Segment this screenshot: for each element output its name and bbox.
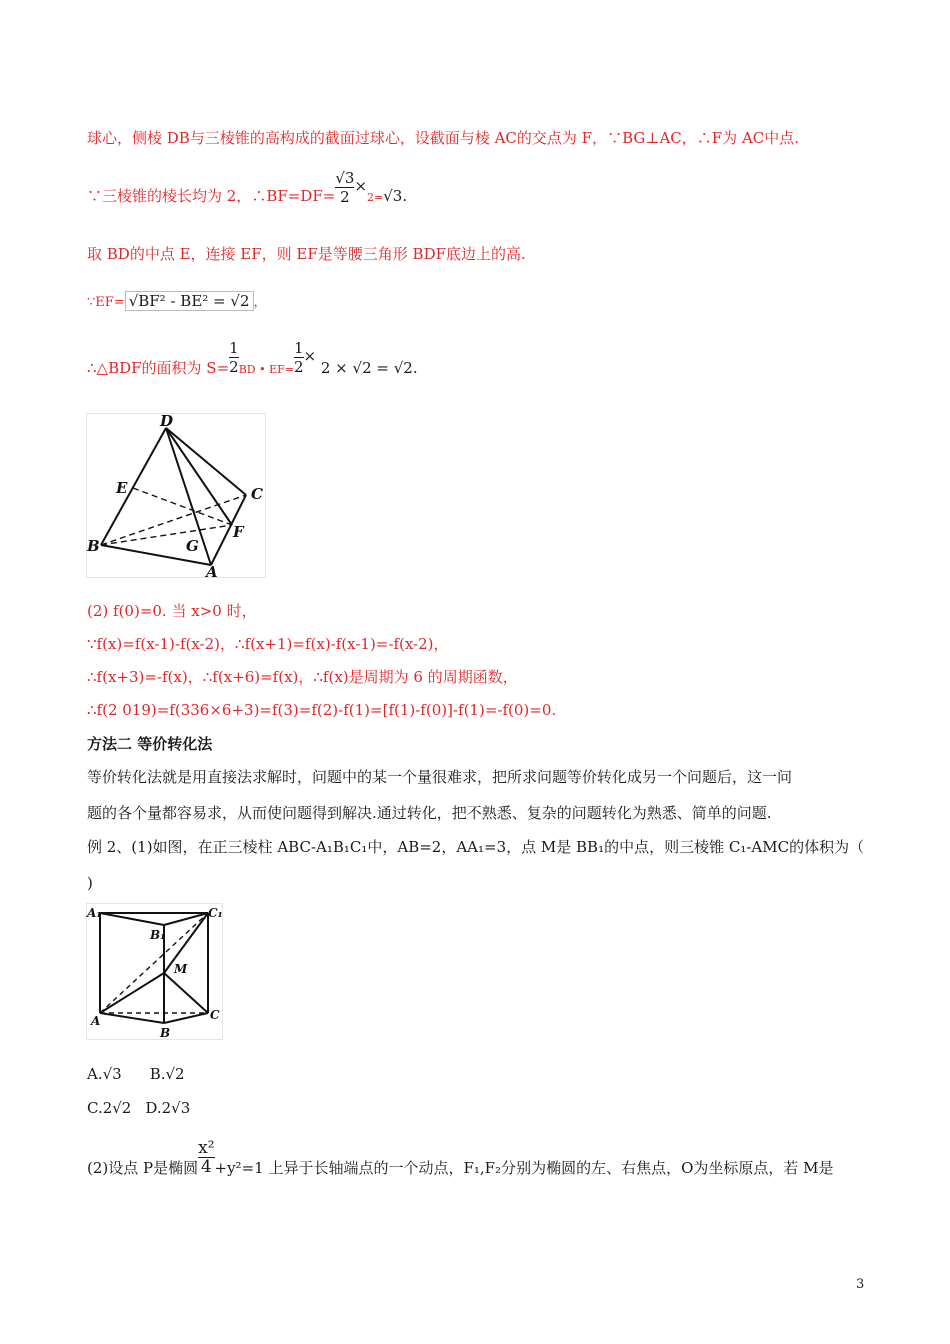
example2-close-paren: ) bbox=[87, 874, 93, 892]
solution-line-1: 球心，侧棱 DB与三棱锥的高构成的截面过球心，设截面与棱 AC的交点为 F，∵BG⊥AC，∴F为 AC中点. bbox=[87, 129, 800, 147]
q2-post: +y²=1 上异于长轴端点的一个动点，F₁,F₂分别为椭圆的左、右焦点，O为坐标原点，若 M是 bbox=[214, 1159, 834, 1177]
method2-heading: 方法二 等价转化法 bbox=[87, 735, 213, 753]
page-number: 3 bbox=[856, 1277, 865, 1292]
tetrahedron-figure bbox=[86, 413, 266, 578]
label-E: E bbox=[116, 479, 128, 497]
l2-frac-num: √3 bbox=[335, 168, 355, 187]
solution-line-3: 取 BD的中点 E，连接 EF，则 EF是等腰三角形 BDF底边上的高. bbox=[87, 245, 526, 263]
label-C: C bbox=[210, 1008, 220, 1022]
method2-paragraph-2: 题的各个量都容易求，从而使问题得到解决.通过转化，把不熟悉、复杂的问题转化为熟悉、简单的问题. bbox=[87, 804, 772, 822]
l4-post: ， bbox=[253, 295, 267, 310]
label-C: C bbox=[251, 485, 263, 503]
label-A: A bbox=[91, 1014, 101, 1028]
option-a: A.√3 bbox=[87, 1065, 122, 1083]
l2-post: 2= bbox=[367, 191, 384, 204]
l2-result: √3. bbox=[383, 187, 408, 205]
l4-pre: ∵EF= bbox=[87, 295, 125, 310]
part2-line-4: ∴f(2 019)=f(336×6+3)=f(3)=f(2)-f(1)=[f(1)-f(0)]-f(1)=-f(0)=0. bbox=[87, 701, 557, 719]
l5-times: × bbox=[303, 347, 317, 365]
q2-fraction bbox=[198, 1139, 214, 1176]
l5-fraction-2 bbox=[294, 339, 304, 376]
l4-expression: √BF² - BE² = √2 bbox=[125, 291, 254, 311]
option-d: D.2√3 bbox=[145, 1099, 191, 1117]
prism-figure bbox=[86, 903, 226, 1041]
part2-line-1: (2) f(0)=0. 当 x>0 时， bbox=[87, 602, 257, 620]
l2-pre: ∵三棱锥的棱长均为 2，∴BF=DF= bbox=[87, 187, 336, 205]
q2-pre: (2)设点 P是椭圆 bbox=[87, 1159, 199, 1177]
label-G: G bbox=[186, 537, 199, 555]
label-F: F bbox=[233, 523, 244, 541]
label-M: M bbox=[174, 962, 188, 976]
option-b: B.√2 bbox=[149, 1065, 185, 1083]
label-D: D bbox=[160, 413, 174, 430]
label-C1: C₁ bbox=[208, 906, 223, 920]
option-row-1 bbox=[87, 1063, 185, 1085]
q2-frac-num: x² bbox=[198, 1137, 215, 1158]
solution-line-4 bbox=[87, 290, 267, 314]
solution-line-5 bbox=[87, 338, 418, 396]
l2-fraction bbox=[335, 169, 354, 206]
example2-question: 例 2、(1)如图，在正三棱柱 ABC-A₁B₁C₁中，AB=2，AA₁=3，点 M是 BB₁的中点，则三棱锥 C₁-AMC的体积为（ bbox=[87, 838, 865, 856]
q2-frac-den: 4 bbox=[198, 1157, 214, 1176]
solution-line-2 bbox=[87, 168, 408, 218]
option-c: C.2√2 bbox=[87, 1099, 132, 1117]
label-B: B bbox=[160, 1026, 171, 1040]
option-row-2 bbox=[87, 1097, 190, 1119]
method2-paragraph-1: 等价转化法就是用直接法求解时，问题中的某一个量很难求，把所求问题等价转化成另一个问题后，这一问 bbox=[87, 768, 793, 786]
l5-tail: 2 × √2 = √2. bbox=[320, 359, 418, 377]
l5-frac2-num: 1 bbox=[293, 338, 304, 357]
label-B: B bbox=[87, 537, 100, 555]
l5-frac2-den: 2 bbox=[293, 357, 304, 376]
part2-line-3: ∴f(x+3)=-f(x)，∴f(x+6)=f(x)，∴f(x)是周期为 6 的周期函数， bbox=[87, 668, 518, 686]
label-A: A bbox=[206, 563, 218, 578]
l2-frac-den: 2 bbox=[335, 187, 354, 206]
label-B1: B₁ bbox=[150, 928, 166, 942]
l5-fraction-1 bbox=[229, 339, 239, 376]
l5-frac1-den: 2 bbox=[229, 357, 239, 376]
l5-pre: ∴△BDF的面积为 S= bbox=[87, 359, 230, 377]
l5-mid: BD • EF= bbox=[238, 363, 294, 376]
l5-frac1-num: 1 bbox=[229, 338, 239, 357]
label-A1: A₁ bbox=[87, 906, 102, 920]
l2-times: × bbox=[354, 177, 368, 195]
part2-line-2: ∵f(x)=f(x-1)-f(x-2)，∴f(x+1)=f(x)-f(x-1)=-f(x-2)， bbox=[87, 635, 449, 653]
question-2 bbox=[87, 1138, 834, 1198]
